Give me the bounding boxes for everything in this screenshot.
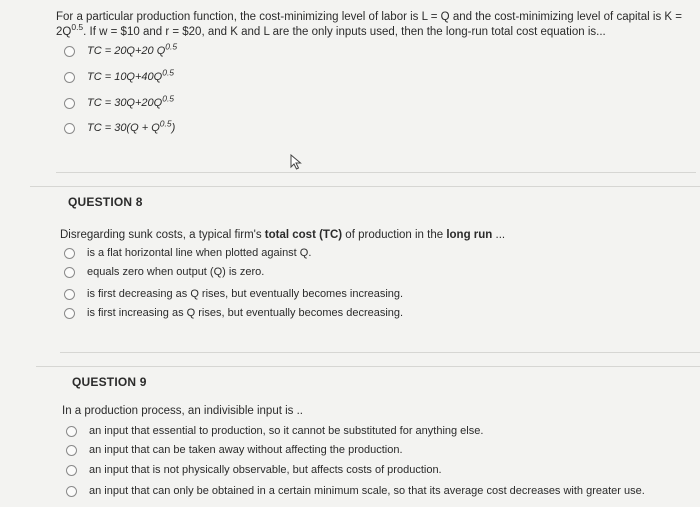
option-tail: ) — [171, 122, 176, 134]
option-label: an input that essential to production, so it cannot be substituted for anything else. — [89, 425, 484, 437]
question9-prompt: In a production process, an indivisible input is .. — [62, 405, 303, 417]
question7-option-4[interactable] — [64, 118, 176, 134]
question8-option-1[interactable] — [64, 247, 311, 259]
prompt-part: ... — [492, 229, 506, 241]
option-exponent: 0.5 — [162, 67, 175, 78]
radio-button-icon[interactable] — [64, 123, 75, 134]
radio-button-icon[interactable] — [64, 98, 75, 109]
question7-option-3[interactable] — [64, 93, 175, 109]
radio-button-icon[interactable] — [64, 248, 75, 259]
question9-option-2[interactable] — [66, 444, 403, 456]
question9-option-3[interactable] — [66, 464, 442, 476]
radio-button-icon[interactable] — [66, 465, 77, 476]
stem-part: 2Q — [56, 26, 72, 38]
question8-option-4[interactable] — [64, 307, 403, 319]
radio-button-icon[interactable] — [64, 267, 75, 278]
question8-top-divider — [30, 186, 700, 187]
option-label: is first increasing as Q rises, but eventually becomes decreasing. — [87, 307, 404, 319]
option-base: TC = 20Q+20 Q — [87, 45, 166, 57]
radio-button-icon[interactable] — [64, 72, 75, 83]
prompt-emphasis: total cost (TC) — [264, 229, 343, 241]
question7-stem-line2 — [56, 22, 686, 40]
question9-title: QUESTION 9 — [72, 375, 147, 389]
stem-part: . If w = $10 and r = $20, and K and L are the only inputs used, then the long-run total cost equation is... — [83, 26, 606, 38]
radio-button-icon[interactable] — [64, 46, 75, 57]
question7-option-2[interactable] — [64, 67, 175, 83]
option-base: TC = 30(Q + Q — [87, 122, 160, 134]
prompt-part: Disregarding sunk costs, a typical firm's — [60, 229, 265, 241]
question7-stem-line1: For a particular production function, the cost-minimizing level of labor is L = Q and the cost-minimizing level of capital is K = — [56, 11, 682, 23]
radio-button-icon[interactable] — [66, 445, 77, 456]
option-label: an input that can only be obtained in a certain minimum scale, so that its average cost decreases with greater use. — [89, 485, 645, 497]
option-label: an input that can be taken away without affecting the production. — [89, 444, 403, 456]
option-label: is first decreasing as Q rises, but eventually becomes increasing. — [87, 288, 404, 300]
question8-option-2[interactable] — [64, 266, 264, 278]
option-label: equals zero when output (Q) is zero. — [87, 266, 265, 278]
option-label — [87, 41, 178, 57]
question8-title: QUESTION 8 — [68, 195, 143, 209]
option-exponent: 0.5 — [159, 118, 172, 129]
radio-button-icon[interactable] — [66, 426, 77, 437]
question8-option-3[interactable] — [64, 288, 403, 300]
question8-bottom-divider — [60, 352, 700, 353]
prompt-part: of production in the — [342, 229, 447, 241]
option-label: is a flat horizontal line when plotted against Q. — [87, 247, 312, 259]
question7-option-1[interactable] — [64, 41, 178, 57]
radio-button-icon[interactable] — [64, 289, 75, 300]
question9-top-divider — [36, 366, 700, 367]
radio-button-icon[interactable] — [64, 308, 75, 319]
option-exponent: 0.5 — [165, 41, 178, 52]
question7-bottom-divider — [56, 172, 696, 173]
option-base: TC = 10Q+40Q — [87, 71, 163, 83]
question7-stem — [56, 10, 686, 40]
option-label — [87, 67, 175, 83]
option-label — [87, 118, 176, 134]
question9-option-4[interactable] — [66, 485, 645, 497]
option-label — [87, 93, 175, 109]
prompt-emphasis: long run — [446, 229, 493, 241]
question9-option-1[interactable] — [66, 425, 483, 437]
radio-button-icon[interactable] — [66, 486, 77, 497]
question8-prompt — [60, 229, 505, 241]
option-exponent: 0.5 — [162, 93, 175, 104]
option-base: TC = 30Q+20Q — [87, 97, 163, 109]
option-label: an input that is not physically observable, but affects costs of production. — [89, 464, 442, 476]
stem-exponent: 0.5 — [71, 22, 84, 33]
mouse-pointer-icon — [290, 154, 304, 170]
